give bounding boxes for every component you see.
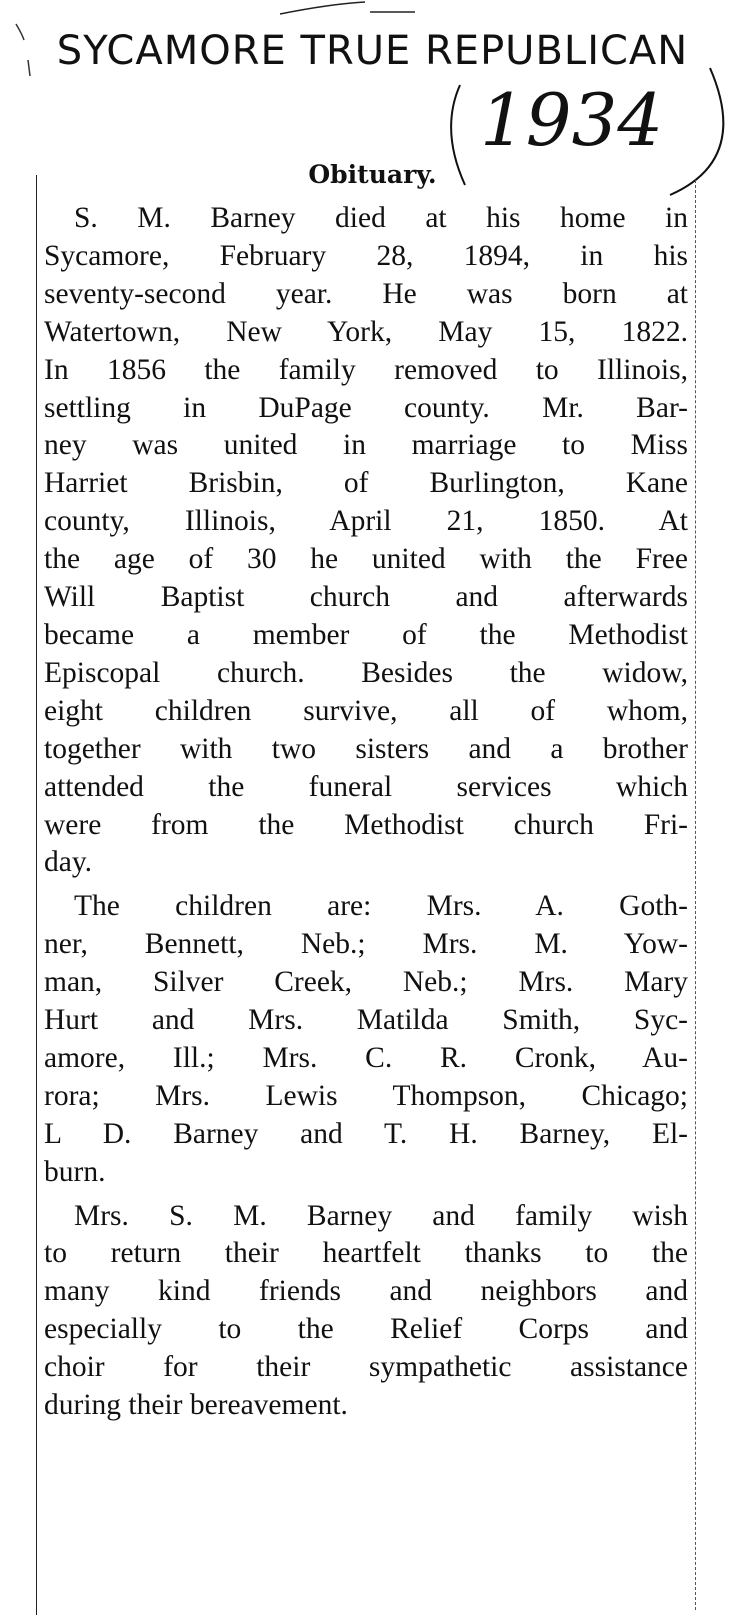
text-line: during their bereavement. [44, 1389, 348, 1422]
text-line: choir for their sympathetic assistance [44, 1351, 688, 1384]
text-line: day. [44, 846, 93, 879]
text-line: were from the Methodist church Fri- [44, 808, 688, 841]
text-line: In 1856 the family removed to Illinois, [44, 353, 688, 386]
column-rule-right [695, 180, 696, 1610]
text-line: the age of 30 he united with the Free [44, 543, 688, 576]
text-line: S. M. Barney died at his home in [74, 202, 688, 234]
text-line: seventy-second year. He was born at [44, 277, 688, 310]
text-line: county, Illinois, April 21, 1850. At [44, 505, 688, 538]
text-line: Sycamore, February 28, 1894, in his [44, 239, 688, 272]
paragraph [44, 888, 688, 1191]
text-line: especially to the Relief Corps and [44, 1313, 688, 1346]
newspaper-masthead: SYCAMORE TRUE REPUBLICAN [56, 28, 689, 74]
text-line: amore, Ill.; Mrs. C. R. Cronk, Au- [44, 1041, 688, 1074]
text-line: settling in DuPage county. Mr. Bar- [44, 391, 688, 424]
text-line: Episcopal church. Besides the widow, [44, 656, 688, 689]
text-line: ner, Bennett, Neb.; Mrs. M. Yow- [44, 928, 688, 961]
text-line: Hurt and Mrs. Matilda Smith, Syc- [44, 1004, 688, 1037]
text-line: The children are: Mrs. A. Goth- [74, 890, 688, 923]
handwritten-year: 1934 [480, 78, 664, 162]
text-line: L D. Barney and T. H. Barney, El- [44, 1117, 688, 1150]
text-line: together with two sisters and a brother [44, 732, 688, 765]
text-line: Watertown, New York, May 15, 1822. [44, 315, 688, 348]
text-line: man, Silver Creek, Neb.; Mrs. Mary [44, 966, 688, 999]
article-body [44, 200, 688, 1425]
text-line: Harriet Brisbin, of Burlington, Kane [44, 467, 688, 500]
text-line: eight children survive, all of whom, [44, 694, 688, 727]
text-line: to return their heartfelt thanks to the [44, 1237, 688, 1270]
text-line: Will Baptist church and afterwards [44, 581, 688, 614]
paragraph [44, 200, 688, 882]
text-line: ney was united in marriage to Miss [44, 429, 688, 462]
text-line: burn. [44, 1155, 106, 1188]
scratch-mark [270, 0, 430, 20]
text-line: rora; Mrs. Lewis Thompson, Chicago; [44, 1079, 688, 1112]
column-rule-left [36, 175, 37, 1615]
text-line: many kind friends and neighbors and [44, 1275, 688, 1308]
text-line: attended the funeral services which [44, 770, 688, 803]
paragraph [44, 1198, 688, 1425]
text-line: became a member of the Methodist [44, 618, 688, 651]
obituary-heading: Obituary. [308, 160, 437, 189]
text-line: Mrs. S. M. Barney and family wish [74, 1199, 688, 1232]
